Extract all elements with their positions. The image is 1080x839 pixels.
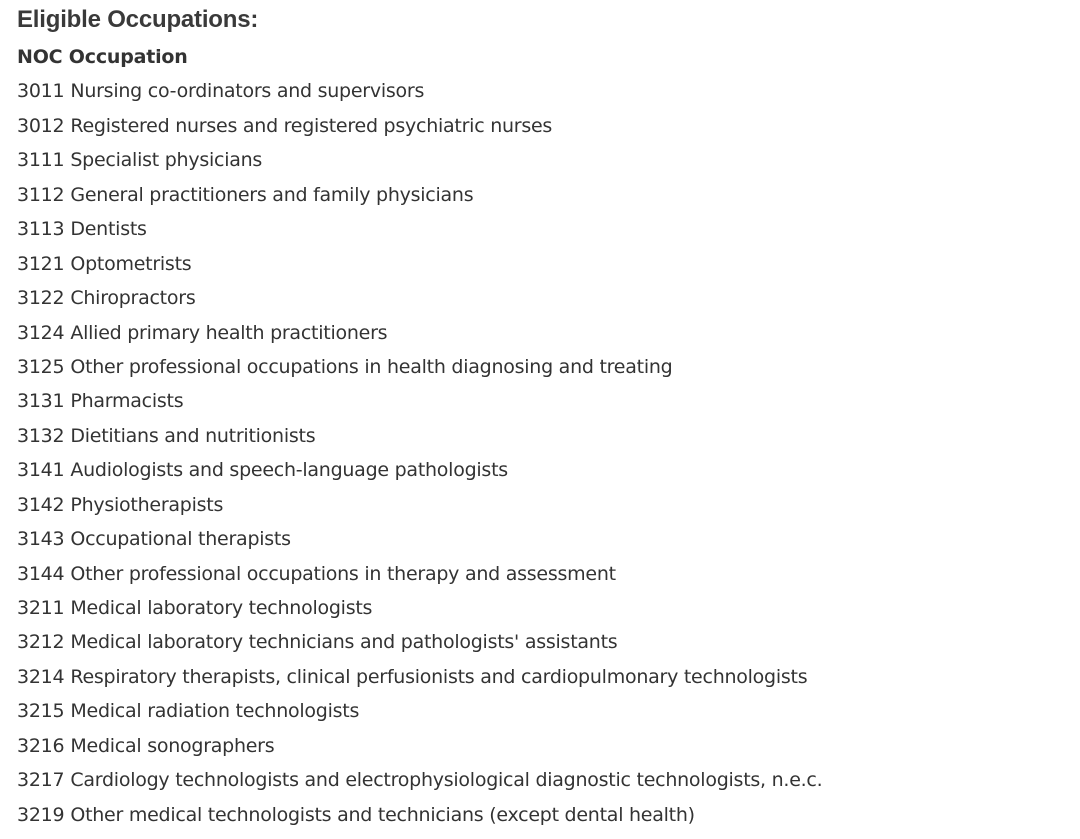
list-item: [17, 316, 1067, 350]
list-item: [17, 178, 1067, 212]
list-item: [17, 557, 1067, 591]
occupation-title: Respiratory therapists, clinical perfusionists and cardiopulmonary technologists: [70, 665, 808, 688]
noc-code: 3144: [17, 562, 65, 585]
occupation-title: Medical sonographers: [70, 734, 275, 757]
noc-code: 3113: [17, 218, 65, 241]
occupation-title: Dietitians and nutritionists: [70, 424, 316, 447]
noc-code: 3143: [17, 528, 65, 551]
occupation-title: Audiologists and speech-language pathologists: [70, 459, 508, 482]
list-item: [17, 453, 1067, 487]
list-item: [17, 419, 1067, 453]
noc-code: 3142: [17, 493, 65, 516]
list-item: [17, 384, 1067, 418]
table-header: NOC Occupation: [17, 46, 188, 68]
noc-code: 3215: [17, 700, 65, 723]
occupations-document: [17, 0, 1067, 832]
occupation-title: Allied primary health practitioners: [70, 321, 388, 344]
noc-code: 3011: [17, 80, 65, 103]
noc-code: 3211: [17, 597, 65, 619]
list-item: [17, 694, 1067, 728]
noc-code: 3122: [17, 287, 65, 310]
noc-code: 3141: [17, 459, 65, 482]
occupation-title: Physiotherapists: [70, 493, 224, 516]
list-item: [17, 350, 1067, 384]
list-item: [17, 729, 1067, 763]
list-item: [17, 488, 1067, 522]
occupation-title: Medical laboratory technicians and pathologists' assistants: [70, 631, 618, 654]
list-item: [17, 591, 1067, 625]
list-item: [17, 625, 1067, 659]
page-heading: Eligible Occupations:: [17, 6, 259, 33]
occupation-title: Other medical technologists and technicians (except dental health): [70, 803, 695, 826]
noc-code: 3124: [17, 321, 65, 344]
list-item: [17, 798, 1067, 832]
occupation-title: General practitioners and family physicians: [70, 183, 474, 206]
list-item: [17, 212, 1067, 246]
occupation-title: Other professional occupations in health diagnosing and treating: [70, 355, 673, 378]
list-item: [17, 247, 1067, 281]
occupation-title: Medical laboratory technologists: [70, 597, 373, 619]
occupation-title: Nursing co-ordinators and supervisors: [70, 80, 425, 103]
list-item: [17, 74, 1067, 108]
occupation-title: Chiropractors: [70, 287, 196, 310]
noc-code: 3219: [17, 803, 65, 826]
occupation-title: Specialist physicians: [70, 149, 263, 172]
occupation-title: Other professional occupations in therapy and assessment: [70, 562, 616, 585]
noc-code: 3131: [17, 390, 65, 413]
list-item: [17, 660, 1067, 694]
noc-code: 3212: [17, 631, 65, 654]
occupation-title: Cardiology technologists and electrophysiological diagnostic technologists, n.e.c.: [70, 769, 823, 792]
occupation-title: Registered nurses and registered psychiatric nurses: [70, 114, 553, 137]
occupation-title: Dentists: [70, 218, 147, 241]
noc-code: 3121: [17, 252, 65, 275]
occupation-title: Occupational therapists: [70, 528, 291, 551]
list-item: [17, 763, 1067, 797]
noc-code: 3111: [17, 149, 65, 172]
list-item: [17, 143, 1067, 177]
noc-code: 3217: [17, 769, 65, 792]
noc-code: 3132: [17, 424, 65, 447]
occupation-list: [17, 74, 1067, 832]
noc-code: 3216: [17, 734, 65, 757]
list-item: [17, 281, 1067, 315]
list-item: [17, 522, 1067, 556]
occupation-title: Pharmacists: [70, 390, 184, 413]
noc-code: 3214: [17, 665, 65, 688]
noc-code: 3012: [17, 114, 65, 137]
occupation-title: Optometrists: [70, 252, 192, 275]
noc-code: 3112: [17, 183, 65, 206]
occupation-title: Medical radiation technologists: [70, 700, 360, 723]
noc-code: 3125: [17, 355, 65, 378]
list-item: [17, 109, 1067, 143]
